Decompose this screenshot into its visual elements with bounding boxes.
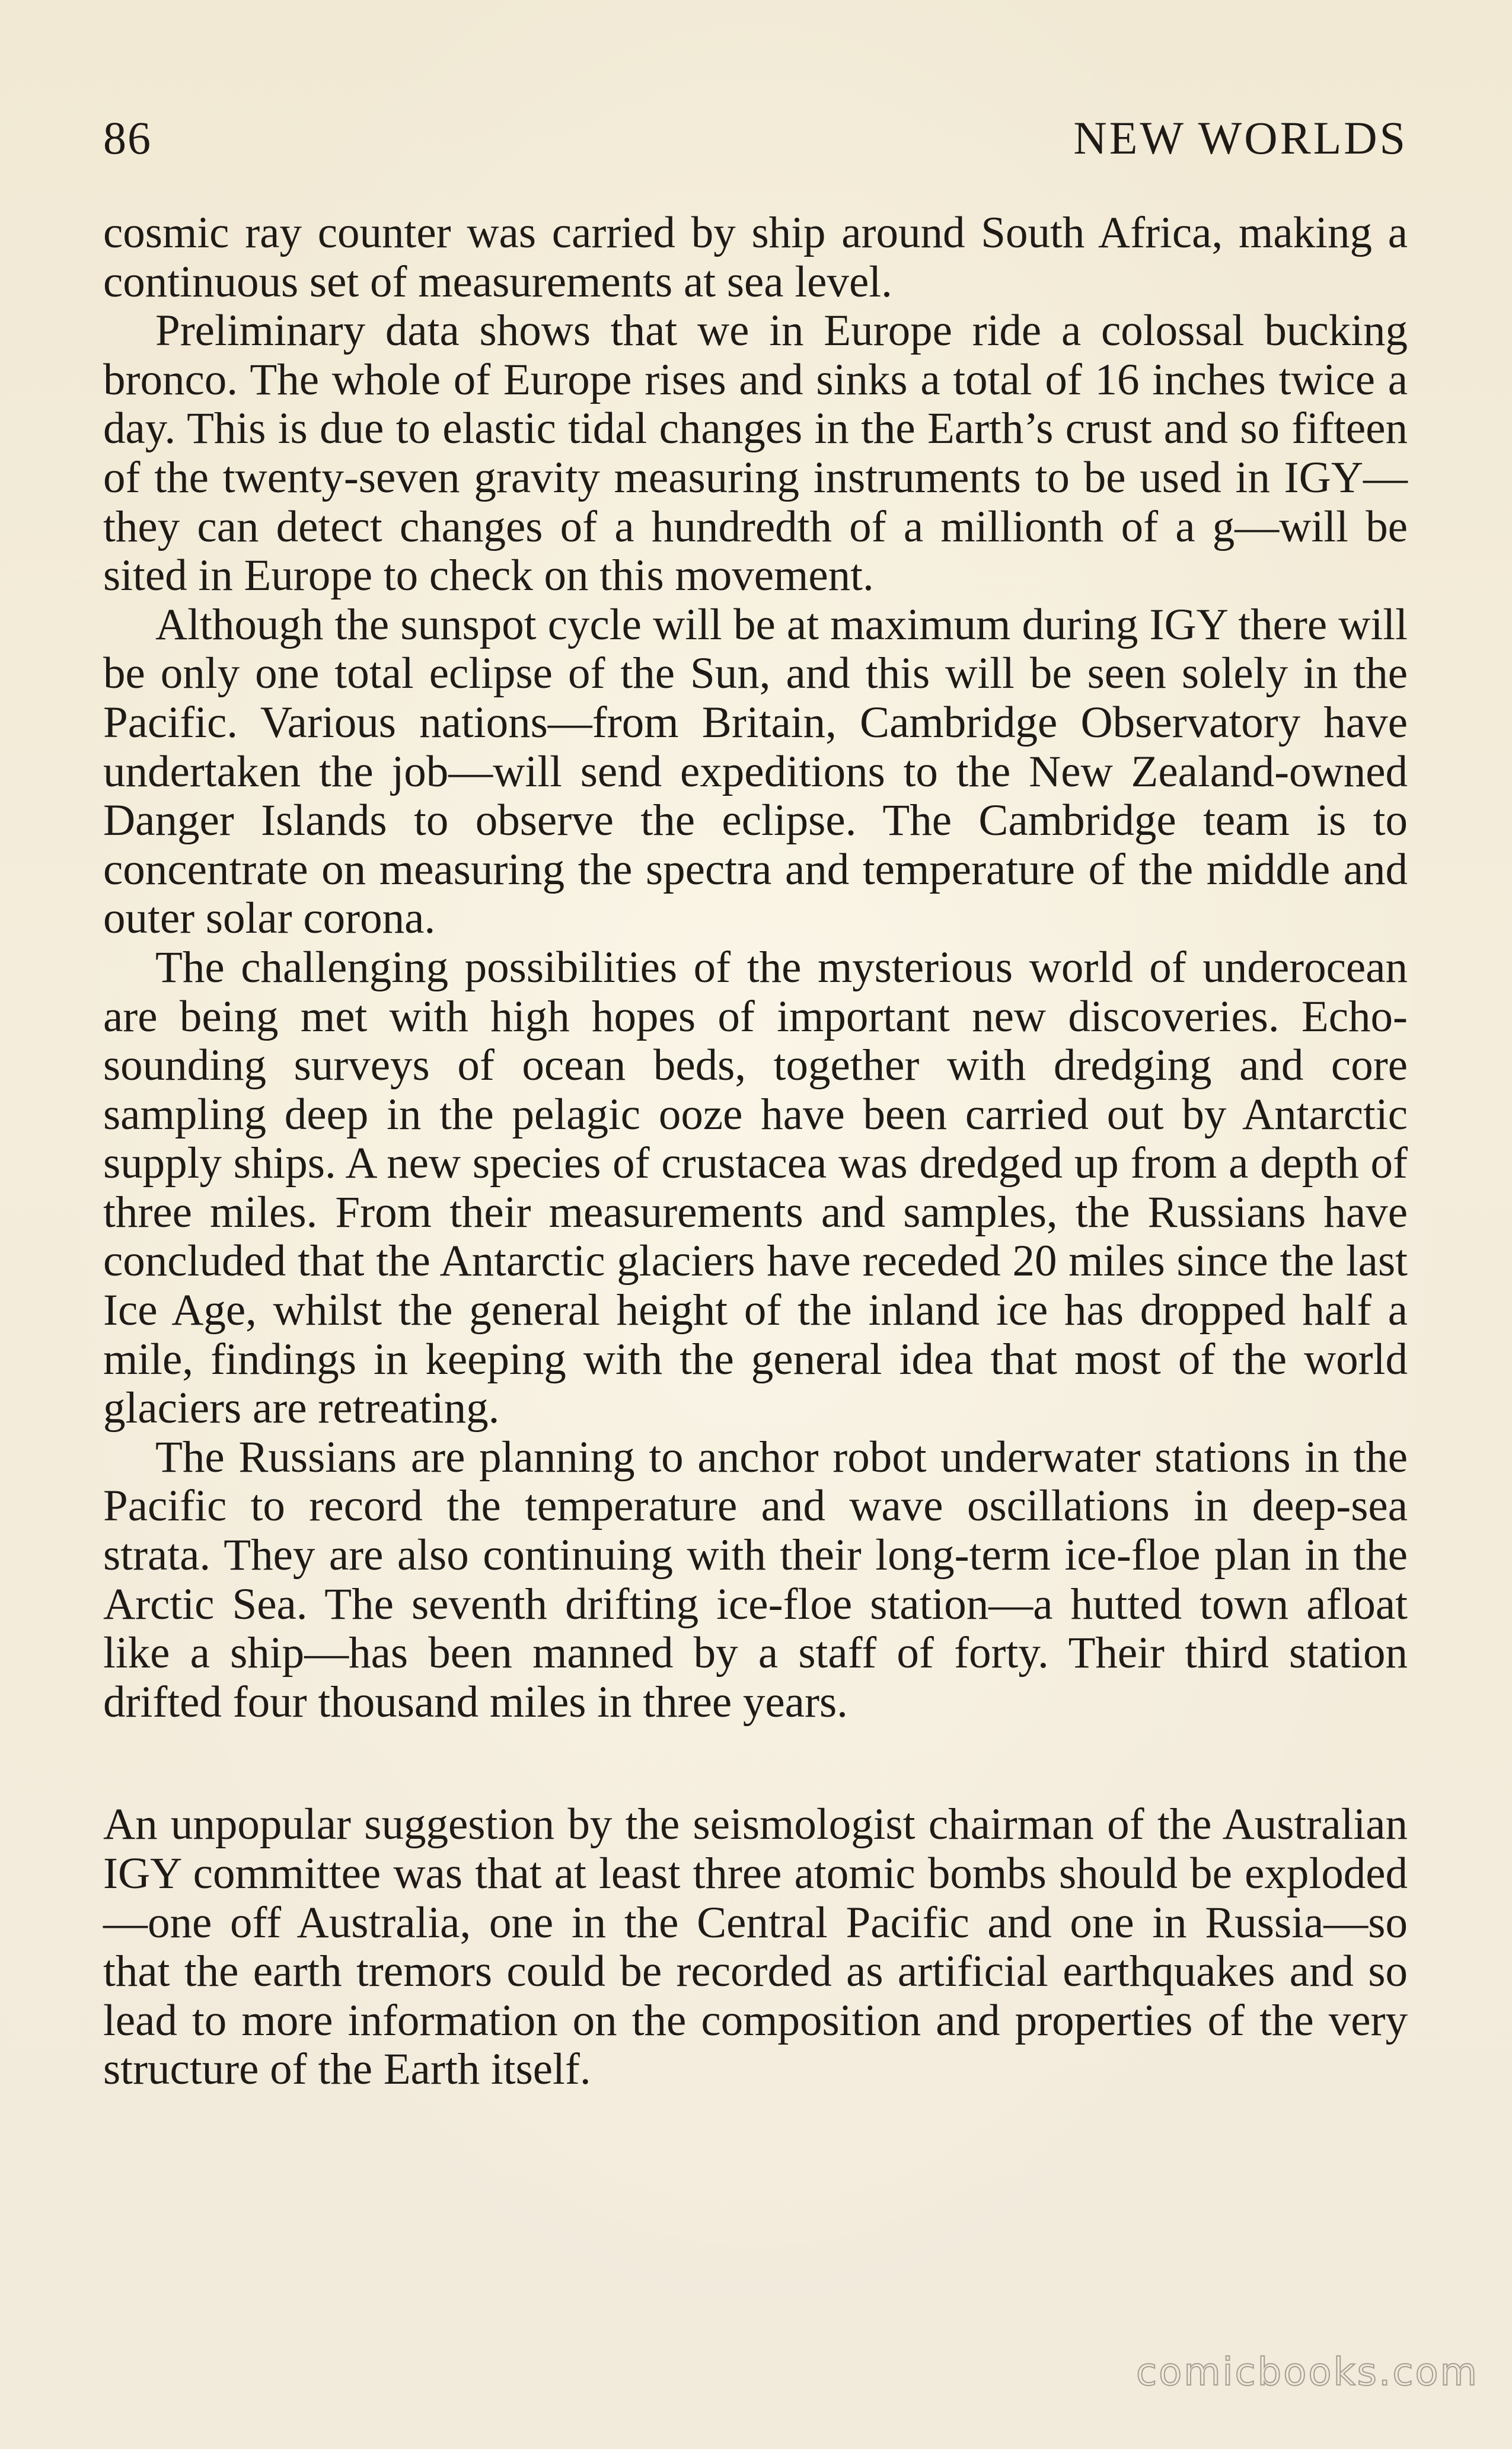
watermark: comicbooks.com [1135,2351,1479,2394]
page-number: 86 [103,112,152,164]
paragraph-eclipse: Although the sunspot cycle will be at maximum during IGY there will be only one total eclipse of the Sun, and this will be seen solely in the Pacific. Various nations—from Britain, Cambridge Observatory have undertaken the job—will send expeditions to the New Zealand-owned Danger Islands to observe the eclipse. The Cambridge team is to concentrate on measuring the spectra and temperature of the middle and outer solar corona. [103,600,1408,943]
paragraph-underocean: The challenging possibilities of the mysterious world of underocean are being met with high hopes of important new discoveries. Echo-sounding surveys of ocean beds, together with dredging and core sampling deep in the pelagic ooze have been carried out by Antarctic supply ships. A new species of crustacea was dredged up from a depth of three miles. From their measurements and samples, the Russians have concluded that the Antarctic glaciers have receded 20 miles since the last Ice Age, whilst the general height of the inland ice has dropped half a mile, findings in keeping with the general idea that most of the world glaciers are retreating. [103,942,1408,1433]
paragraph-continued: cosmic ray counter was carried by ship around South Africa, making a continuous set of measurements at sea level. [103,208,1408,307]
body-text [103,209,1408,2094]
paragraph-ice-floe: The Russians are planning to anchor robot underwater stations in the Pacific to record the temperature and wave oscillations in deep-sea strata. They are also continuing with their long-term ice-floe plan in the Arctic Sea. The seventh drifting ice-floe station—a hutted town afloat like a ship—has been manned by a staff of forty. Their third station drifted four thousand miles in three years. [103,1432,1408,1727]
paragraph-atomic-bombs: An unpopular suggestion by the seismologist chairman of the Australian IGY committee was that at least three atomic bombs should be exploded—one off Australia, one in the Central Pacific and one in Russia—so that the earth tremors could be recorded as artificial earthquakes and so lead to more information on the composition and properties of the very structure of the Earth itself. [103,1800,1408,2094]
running-title: NEW WORLDS [1073,112,1408,164]
paragraph-gravity: Preliminary data shows that we in Europe ride a colossal bucking bronco. The whole of Europe rises and sinks a total of 16 inches twice a day. This is due to elastic tidal changes in the Earth’s crust and so fifteen of the twenty-seven gravity measuring instruments to be used in IGY—they can detect changes of a hundredth of a millionth of a g—will be sited in Europe to check on this movement. [103,306,1408,601]
running-head [103,111,1408,171]
